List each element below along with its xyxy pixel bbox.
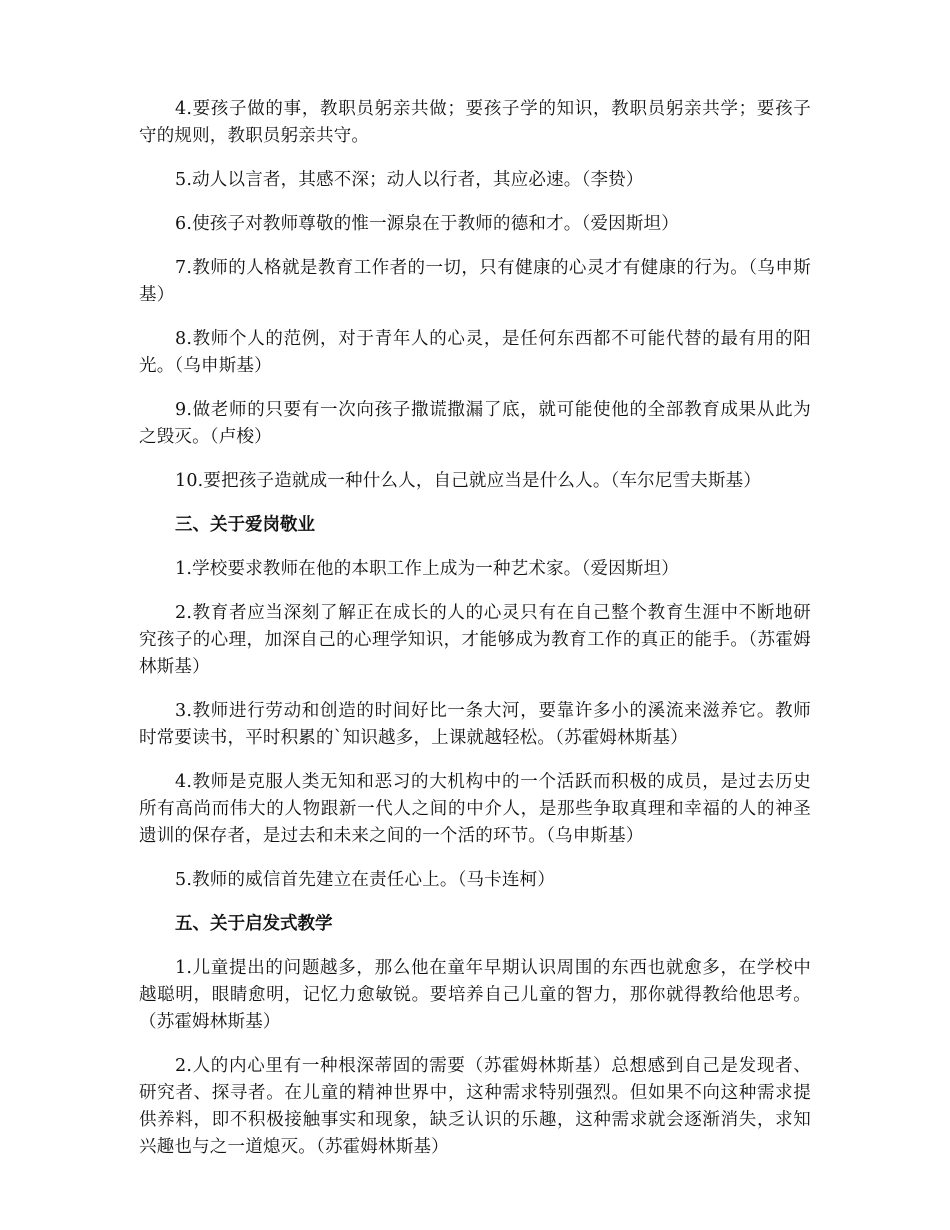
quote-paragraph: 2.人的内心里有一种根深蒂固的需要（苏霍姆林斯基）总想感到自己是发现者、研究者、探寻者。在儿童的精神世界中，这种需求特别强烈。但如果不向这种需求提供养料，即不积极接触事实和现象，缺乏认识的乐趣，这种需求就会逐渐消失，求知兴趣也与之一道熄灭。（苏霍姆林斯基） [139,1056,811,1157]
quote-paragraph: 8.教师个人的范例，对于青年人的心灵，是任何东西都不可能代替的最有用的阳光。（乌申斯基） [139,329,811,376]
quote-paragraph: 2.教育者应当深刻了解正在成长的人的心灵只有在自己整个教育生涯中不断地研究孩子的心理，加深自己的心理学知识，才能够成为教育工作的真正的能手。（苏霍姆林斯基） [139,603,811,677]
quote-paragraph: 6.使孩子对教师尊敬的惟一源泉在于教师的德和才。（爱因斯坦） [175,214,679,234]
quote-paragraph: 1.学校要求教师在他的本职工作上成为一种艺术家。（爱因斯坦） [175,559,679,579]
quote-paragraph: 4.要孩子做的事，教职员躬亲共做；要孩子学的知识，教职员躬亲共学；要孩子守的规则，教职员躬亲共守。 [139,99,811,146]
section-heading: 三、关于爱岗敬业 [175,515,315,535]
quote-paragraph: 3.教师进行劳动和创造的时间好比一条大河，要靠许多小的溪流来滋养它。教师时常要读书，平时积累的`知识越多，上课就越轻松。（苏霍姆林斯基） [139,701,811,748]
quote-paragraph: 5.动人以言者，其感不深；动人以行者，其应必速。（李贽） [175,170,644,190]
quote-paragraph: 4.教师是克服人类无知和恶习的大机构中的一个活跃而积极的成员，是过去历史所有高尚而伟大的人物跟新一代人之间的中介人，是那些争取真理和幸福的人的神圣遗训的保存者，是过去和未来之间的一个活的环节。（乌申斯基） [139,772,811,846]
quote-paragraph: 9.做老师的只要有一次向孩子撒谎撒漏了底，就可能使他的全部教育成果从此为之毁灭。（卢梭） [139,400,811,447]
quote-paragraph: 10.要把孩子造就成一种什么人，自己就应当是什么人。（车尔尼雪夫斯基） [175,471,762,491]
quote-paragraph: 1.儿童提出的问题越多，那么他在童年早期认识周围的东西也就愈多，在学校中越聪明，眼睛愈明，记忆力愈敏锐。要培养自己儿童的智力，那你就得教给他思考。（苏霍姆林斯基） [139,958,811,1032]
quote-paragraph: 7.教师的人格就是教育工作者的一切，只有健康的心灵才有健康的行为。（乌申斯基） [139,258,811,305]
quote-paragraph: 5.教师的威信首先建立在责任心上。（马卡连柯） [175,870,556,890]
section-heading: 五、关于启发式教学 [175,914,333,934]
document-page [139,96,811,1178]
